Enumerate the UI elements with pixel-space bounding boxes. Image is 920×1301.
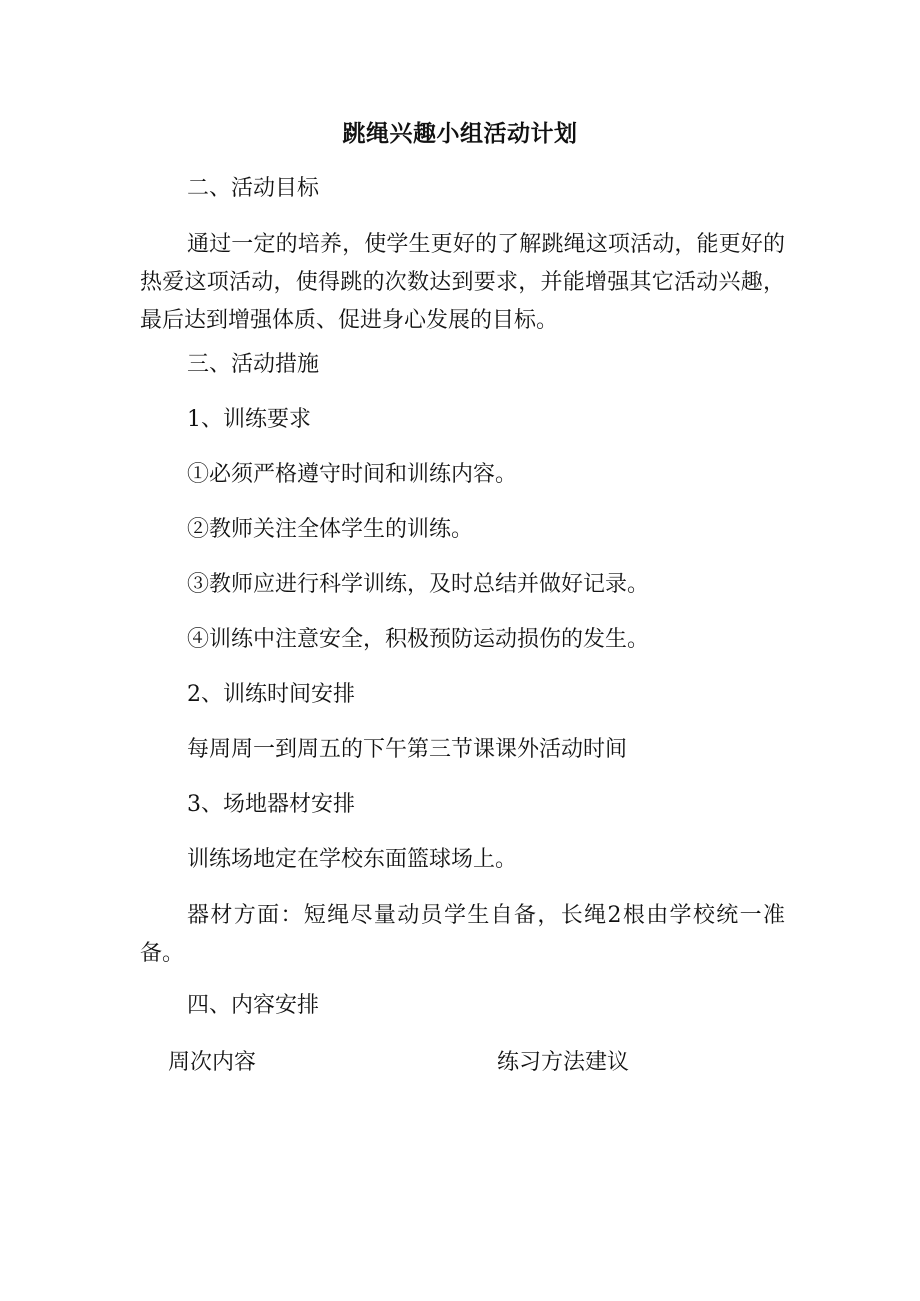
- requirement-item-3: ③教师应进行科学训练，及时总结并做好记录。: [187, 572, 650, 597]
- subheading-venue-equipment: 3、场地器材安排: [187, 792, 355, 817]
- requirement-item-2: ②教师关注全体学生的训练。: [187, 517, 474, 542]
- table-header-method-suggestion: 练习方法建议: [497, 1050, 630, 1075]
- subheading-training-schedule: 2、训练时间安排: [187, 682, 355, 707]
- subheading-training-requirements: 1、训练要求: [187, 407, 311, 432]
- content-table-header-row: [0, 1044, 920, 1082]
- goal-paragraph: 通过一定的培养，使学生更好的了解跳绳这项活动，能更好的热爱这项活动，使得跳的次数达到要求，并能增强其它活动兴趣，最后达到增强体质、促进身心发展的目标。: [140, 232, 785, 333]
- requirement-item-1: ①必须严格遵守时间和训练内容。: [187, 462, 518, 487]
- section-heading-measures: 三、活动措施: [187, 352, 320, 377]
- section-heading-goal: 二、活动目标: [187, 176, 320, 201]
- document-title: 跳绳兴趣小组活动计划: [342, 121, 578, 147]
- requirement-item-4: ④训练中注意安全，积极预防运动损伤的发生。: [187, 627, 650, 652]
- venue-paragraph: 训练场地定在学校东面篮球场上。: [187, 847, 518, 872]
- schedule-paragraph: 每周周一到周五的下午第三节课课外活动时间: [187, 737, 628, 762]
- table-header-week-content: 周次内容: [168, 1050, 257, 1075]
- equipment-paragraph: 器材方面：短绳尽量动员学生自备，长绳2根由学校统一准备。: [140, 903, 785, 966]
- section-heading-content: 四、内容安排: [187, 993, 320, 1018]
